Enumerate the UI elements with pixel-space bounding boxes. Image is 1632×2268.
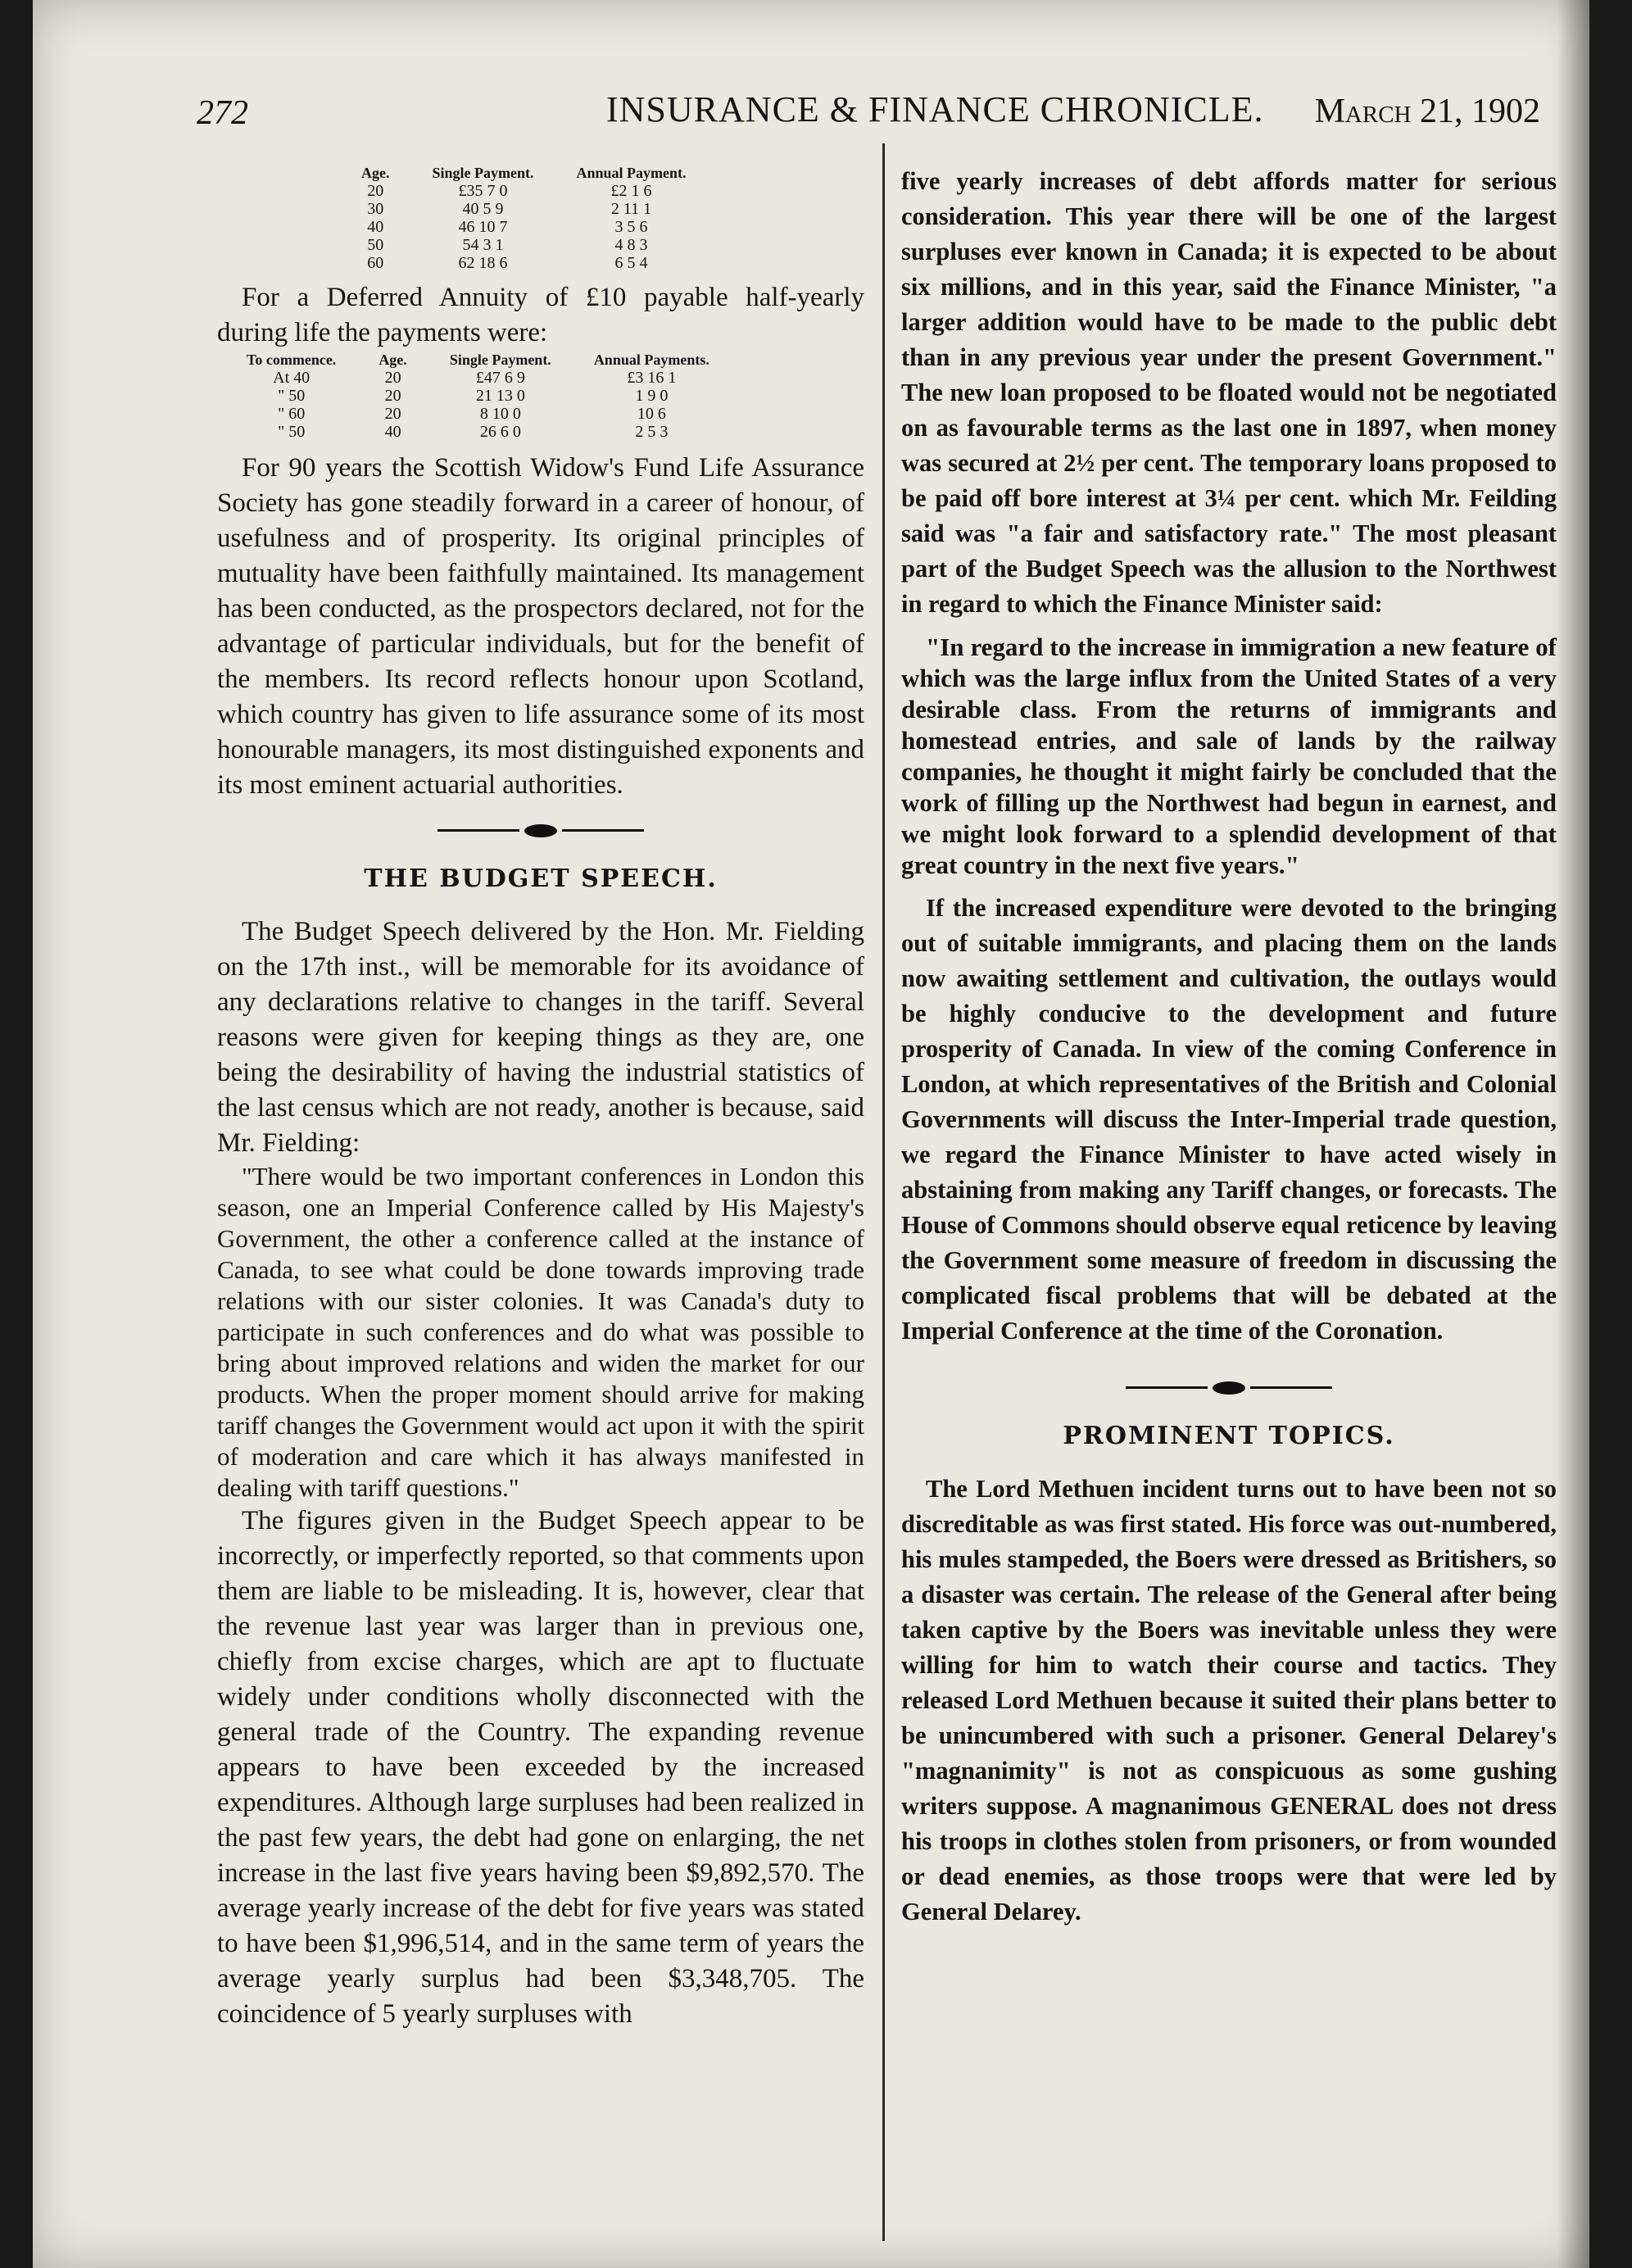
table-header: To commence. (247, 352, 337, 368)
table-header: Age. (361, 165, 390, 181)
table-cell: At 40 (273, 369, 311, 387)
topics-paragraph-1: The Lord Methuen incident turns out to have been not so discreditable as was first stated. His force was out-numbered, his mules stampeded, the Boers were dressed as Britishers, so a disaster was certain. The release of the General after being taken captive by the Boers was inevitable unless they were willing for him to watch their course and tactics. They released Lord Methuen because it suited their plans better to be unincumbered with such a prisoner. General Delarey's "magnanimity" is not as conspicuous as some gushing writers suppose. A magnanimous GENERAL does not dress his troops in clothes stolen from prisoners, or from wounded or dead enemies, as those troops were that were led by General Delarey. (901, 1475, 1557, 1926)
table-row (340, 182, 708, 200)
scottish-widows-paragraph: For 90 years the Scottish Widow's Fund Life Assurance Society has gone steadily forward in a career of honour, of usefulness and of prosperity. Its original principles of mutuality have been faithfully maintained. Its management has been conducted, as the prospectors declared, not for the advantage of particular individuals, but for the benefit of the members. Its record reflects honour upon Scotland, which country has given to life assurance some of its most honourable managers, its most distinguished exponents and its most eminent actuarial authorities. (217, 453, 864, 800)
immigration-quote: "In regard to the increase in immigration a new feature of which was the large influx from the United States of a very desirable class. From the returns of immigrants and homestead entries, and sale of lands by the railway companies, he thought it might fairly be concluded that the work of filling up the Northwest had begun in earnest, and we might look forward to a splendid development of that great country in the next five years." (901, 633, 1557, 879)
left-column (217, 164, 864, 2032)
column-divider (882, 143, 885, 2241)
deferred-annuity-intro: For a Deferred Annuity of £10 payable half-yearly during life the payments were: (217, 283, 864, 347)
table-cell: 46 10 7 (458, 218, 508, 236)
table-cell: 50 (367, 236, 384, 254)
table-row (340, 200, 708, 218)
budget-paragraph-2: The figures given in the Budget Speech appear to be incorrectly, or imperfectly reported, so that comments upon them are liable to be misleading. It is, however, clear that the revenue last year was larger than in previous one, chiefly from excise charges, which are apt to fluctuate widely under conditions wholly disconnected with the general trade of the Country. The expanding revenue appears to have been exceeded by the increased expenditures. Although large surpluses had been realized in the past few years, the debt had gone on enlarging, the net increase in the last five years having been $9,892,570. The average yearly increase of the debt for five years was stated to have been $1,996,514, and in the same term of years the average yearly surplus had been $3,348,705. The coincidence of 5 yearly surpluses with (217, 1506, 864, 2029)
table-row (225, 387, 731, 405)
table-header: Single Payment. (432, 165, 534, 181)
budget-paragraph-1: The Budget Speech delivered by the Hon. Mr. Fielding on the 17th inst., will be memorable for its avoidance of any declarations relative to changes in the tariff. Several reasons were given for keeping things as they are, one being the desirability of having the industrial statistics of the last census which are not ready, another is because, said Mr. Fielding: (217, 917, 864, 1158)
table-cell: £3 16 1 (627, 369, 677, 387)
table-cell: 3 5 6 (614, 218, 648, 236)
table-cell: " 50 (278, 387, 306, 405)
table-cell: 40 5 9 (462, 200, 504, 218)
table-cell: 40 (384, 423, 401, 441)
section-ornament (901, 1368, 1557, 1404)
prominent-topics-heading: PROMINENT TOPICS. (1063, 1422, 1395, 1450)
table-row (340, 254, 708, 272)
budget-speech-heading: THE BUDGET SPEECH. (364, 864, 718, 893)
table-row (340, 236, 708, 254)
annuity-table (340, 164, 708, 272)
table-cell: 4 8 3 (614, 236, 648, 254)
publication-title: INSURANCE & FINANCE CHRONICLE. (606, 89, 1264, 129)
table-header: Annual Payments. (593, 352, 709, 368)
table-cell: £2 1 6 (610, 182, 652, 200)
table-cell: 20 (384, 387, 401, 405)
table-row (225, 405, 731, 423)
table-cell: 2 5 3 (635, 423, 669, 441)
table-cell: 8 10 0 (479, 405, 521, 423)
table-cell: 20 (384, 369, 401, 387)
table-cell: 30 (367, 200, 384, 218)
table-cell: 40 (367, 218, 384, 236)
table-row (340, 218, 708, 236)
page-header (197, 88, 1573, 138)
table-cell: 62 18 6 (458, 254, 508, 272)
table-cell: 1 9 0 (635, 387, 669, 405)
table-cell: 10 6 (637, 405, 666, 423)
table-cell: 2 11 1 (610, 200, 652, 218)
table-header: Age. (379, 352, 407, 368)
budget-paragraph-4: If the increased expenditure were devoted to the bringing out of suitable immigrants, and placing them on the lands now awaiting settlement and cultivation, the outlays would be highly conducive to the development and future prosperity of Canada. In view of the coming Conference in London, at which representatives of the British and Colonial Governments will discuss the Inter-Imperial trade question, we regard the Finance Minister to have acted wisely in abstaining from making any Tariff changes, or forecasts. The House of Commons should observe equal reticence by leaving the Government some measure of freedom in discussing the complicated fiscal problems that will be debated at the Imperial Conference at the time of the Coronation. (901, 894, 1557, 1345)
right-column (901, 164, 1557, 1930)
table-cell: 20 (384, 405, 401, 423)
table-header: Single Payment. (449, 352, 551, 368)
table-cell: 20 (367, 182, 384, 200)
table-cell: 54 3 1 (462, 236, 504, 254)
issue-date: March 21, 1902 (1314, 93, 1540, 130)
table-cell: 6 5 4 (614, 254, 648, 272)
table-header: Annual Payment. (576, 165, 687, 181)
table-cell: " 50 (278, 423, 306, 441)
page-number: 272 (197, 94, 248, 132)
table-row (225, 369, 731, 387)
table-cell: 21 13 0 (475, 387, 525, 405)
budget-paragraph-3: five yearly increases of debt affords matter for serious consideration. This year there will be one of the largest surpluses ever known in Canada; it is expected to be about six millions, and in this year, said the Finance Minister, "a larger addition would have to be made to the public debt than in any previous year under the present Government." The new loan proposed to be floated would not be negotiated on as favourable terms as the last one in 1897, when money was secured at 2½ per cent. The temporary loans proposed to be paid off bore interest at 3¼ per cent. which Mr. Feilding said was "a fair and satisfactory rate." The most pleasant part of the Budget Speech was the allusion to the Northwest in regard to which the Finance Minister said: (901, 167, 1557, 618)
section-ornament (217, 811, 864, 846)
table-cell: 26 6 0 (479, 423, 521, 441)
table-cell: 60 (367, 254, 384, 272)
deferred-annuity-table (225, 351, 731, 441)
table-cell: £35 7 0 (458, 182, 508, 200)
newspaper-page (33, 0, 1589, 2268)
budget-quote: "There would be two important conferences in London this season, one an Imperial Conference called by His Majesty's Government, the other a conference called at the instance of Canada, to see what could be done towards improving trade relations with our sister colonies. It was Canada's duty to participate in such conferences and do what was possible to bring about improved relations and widen the market for our products. When the proper moment should arrive for making tariff changes the Government would act upon it with the spirit of moderation and care which it has always manifested in dealing with tariff questions." (217, 1162, 864, 1502)
table-cell: " 60 (278, 405, 306, 423)
table-row (225, 423, 731, 441)
table-cell: £47 6 9 (475, 369, 525, 387)
